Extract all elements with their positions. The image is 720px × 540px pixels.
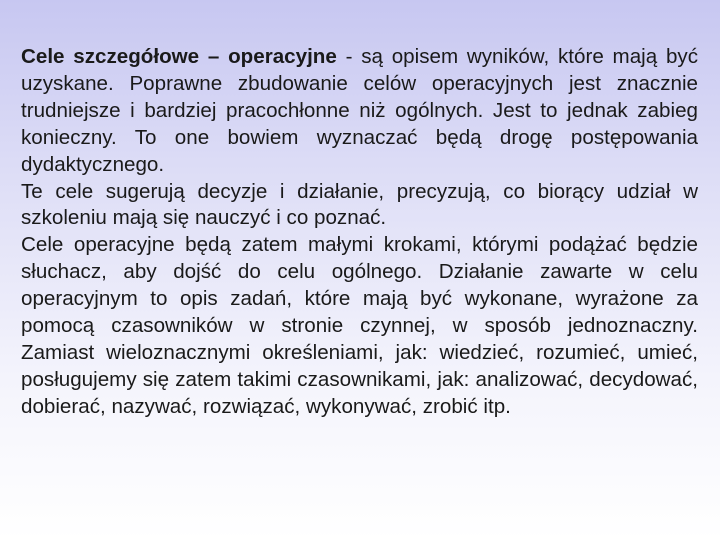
- paragraph-operational-goals-steps: [21, 232, 698, 420]
- slide-text-block: [21, 44, 698, 421]
- paragraph-text: - są opisem wyników, które mają być uzyskane. Poprawne zbudowanie celów operacyjnych jest znacznie trudniejsze i bardziej pracochłonne niż ogólnych. Jest to jednak zabieg konieczny. To one bowiem wyznaczać będą drogę postępowania dydaktycznego.: [21, 45, 698, 176]
- paragraph-operational-goals-definition: [21, 44, 698, 179]
- paragraph-text: Te cele sugerują decyzje i działanie, precyzują, co biorący udział w szkoleniu mają się nauczyć i co poznać.: [21, 179, 698, 230]
- paragraph-text: Cele operacyjne będą zatem małymi krokami, którymi podążać będzie słuchacz, aby dojść do celu ogólnego. Działanie zawarte w celu operacyjnym to opis zadań, które mają być wykonane, wyrażone za pomocą czasowników w stronie czynnej, w sposób jednoznaczny. Zamiast wieloznacznymi określeniami, jak: wiedzieć, rozumieć, umieć, posługujemy się zatem takimi czasownikami, jak: analizować, decydować, dobierać, nazywać, rozwiązać, wykonywać, zrobić itp.: [21, 233, 698, 418]
- paragraph-goals-suggest-decisions: [21, 179, 698, 233]
- lead-term: Cele szczegółowe – operacyjne: [21, 45, 337, 68]
